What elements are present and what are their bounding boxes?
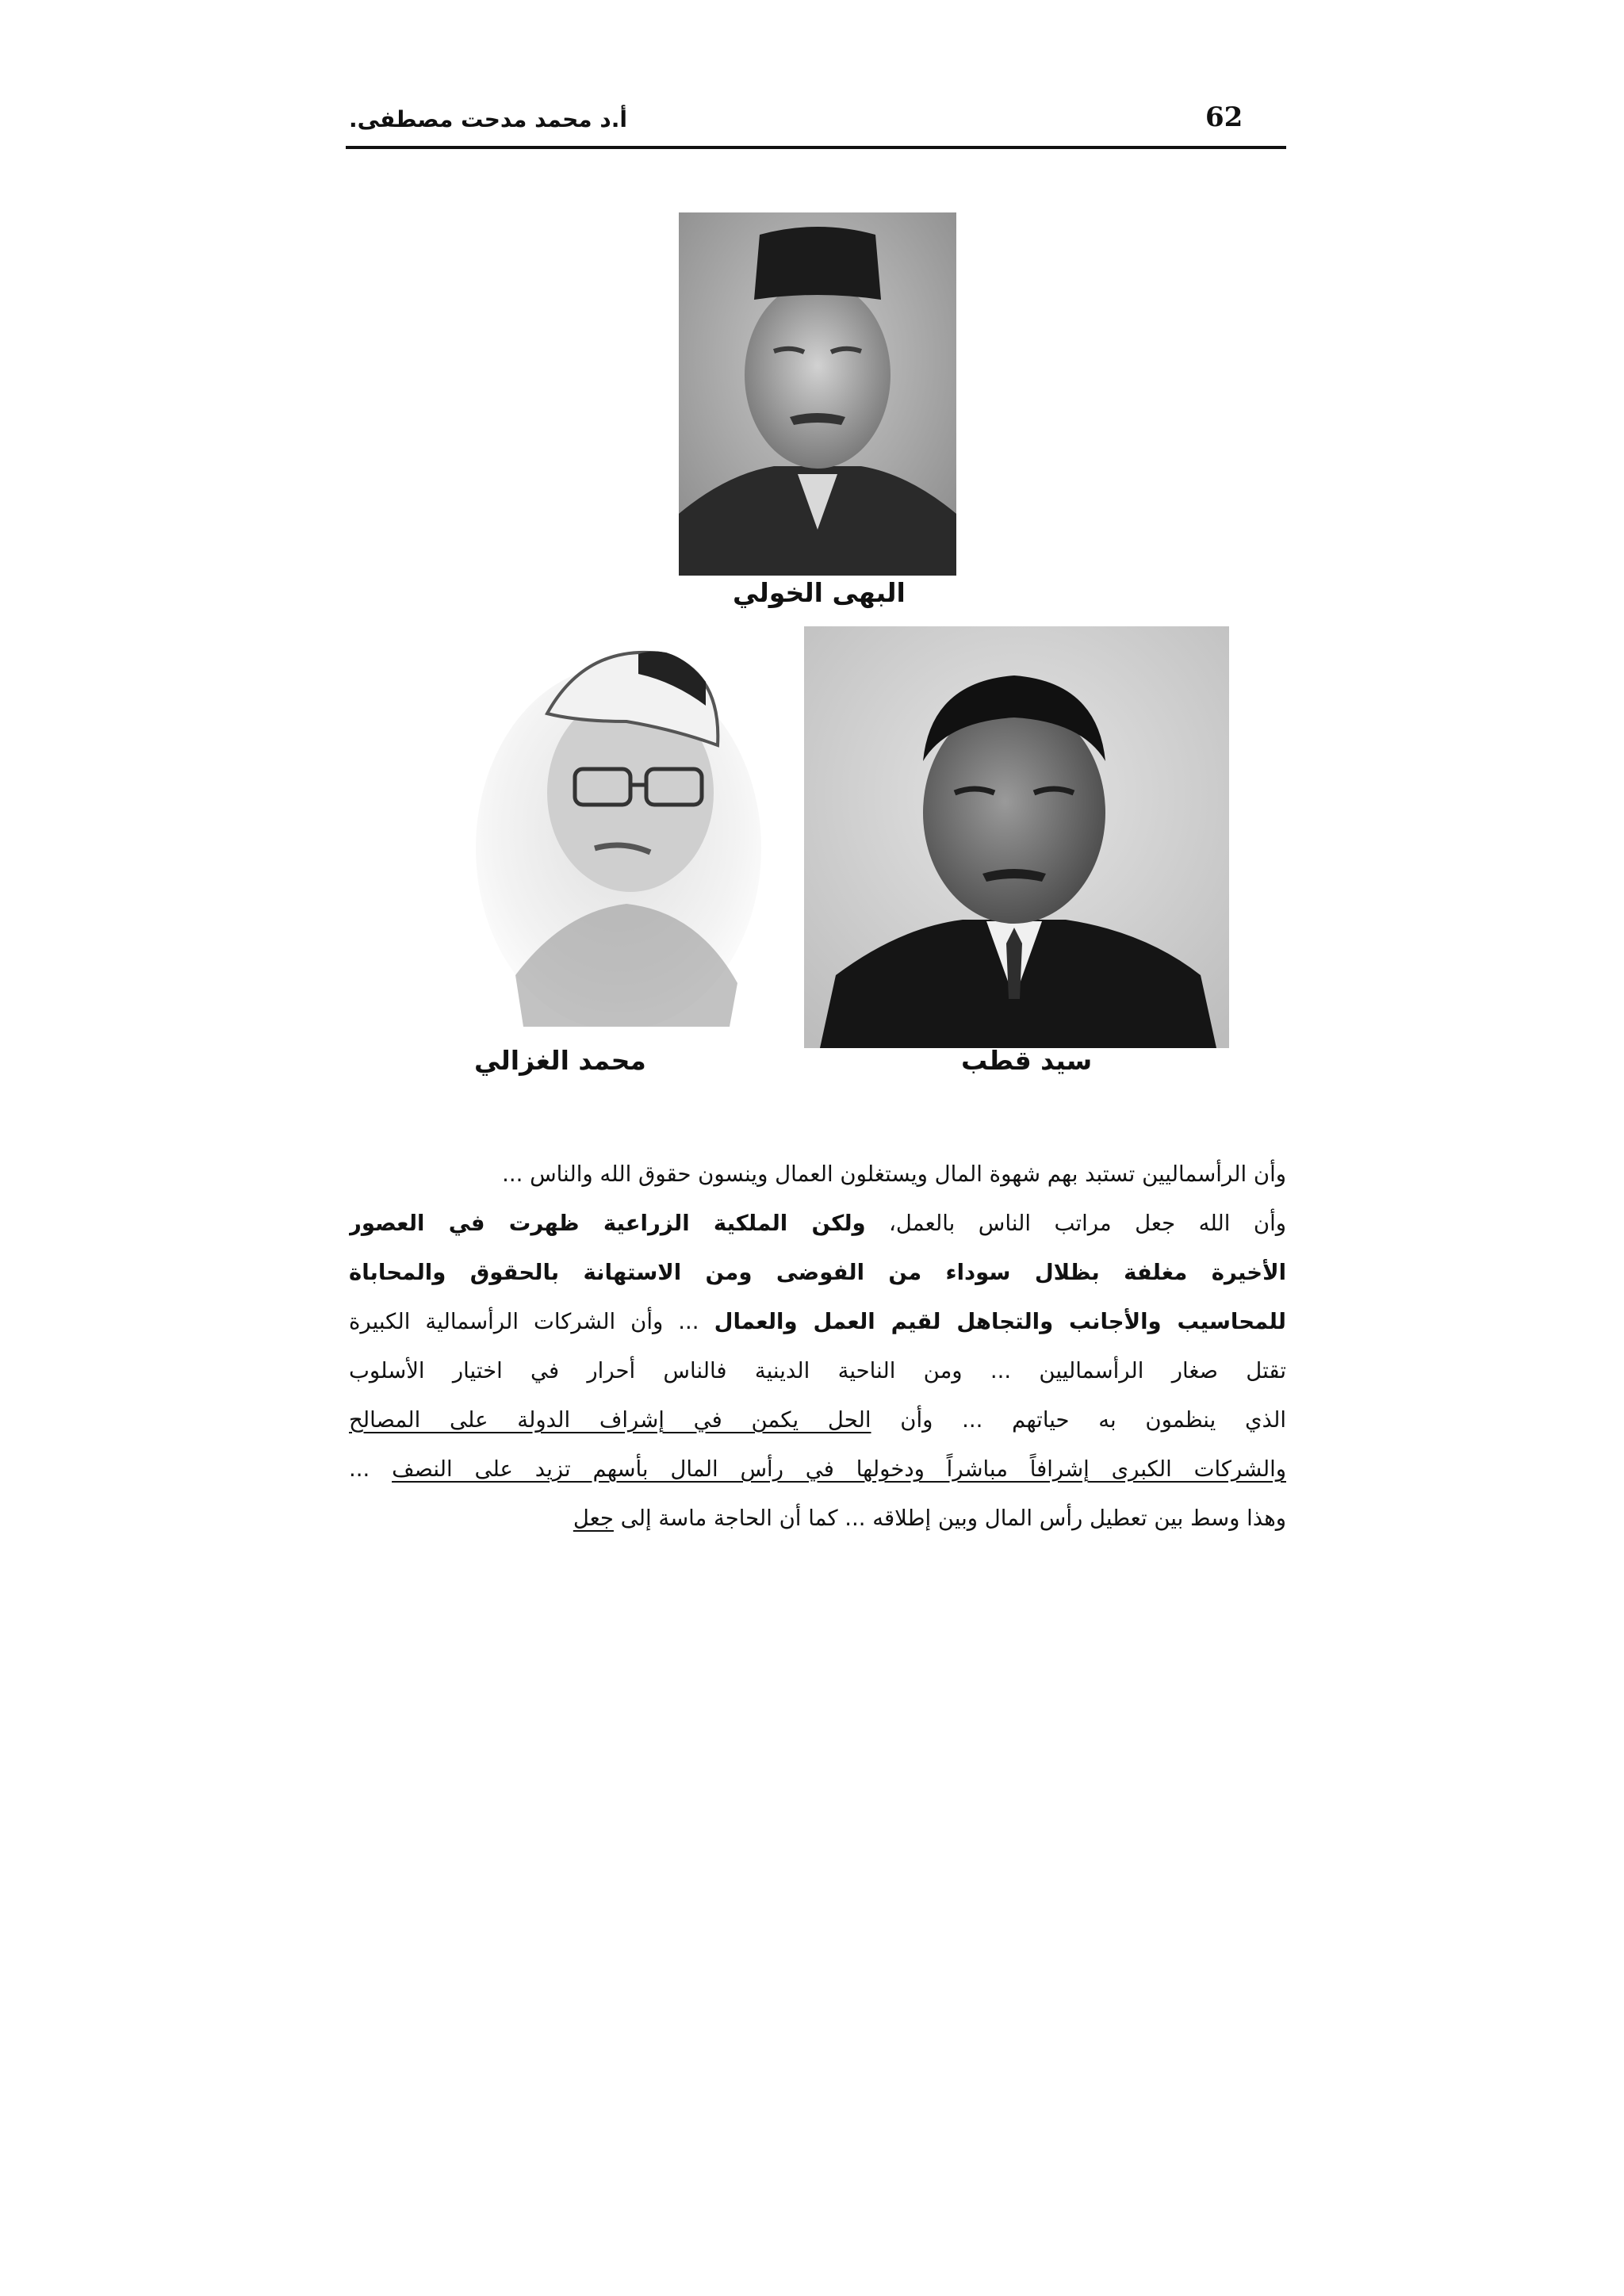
- body-text-bold: الأخيرة مغلفة بظلال سوداء من الفوضى ومن الاستهانة بالحقوق والمحاباة: [349, 1260, 1286, 1285]
- body-text-segment: وهذا وسط بين تعطيل رأس المال وبين إطلاقه ... كما أن الحاجة ماسة إلى: [613, 1506, 1286, 1531]
- body-text-segment: وأن الله جعل مراتب الناس بالعمل،: [865, 1211, 1286, 1236]
- body-line-5: [349, 1346, 1286, 1395]
- body-line-1: [349, 1150, 1286, 1199]
- body-paragraph: [349, 1150, 1286, 1543]
- page-number: 62: [1205, 101, 1243, 133]
- body-line-3: [349, 1248, 1286, 1297]
- portrait-mohammed-al-ghazali: [468, 610, 769, 1027]
- body-text-bold: ولكن الملكية الزراعية ظهرت في العصور: [349, 1211, 866, 1236]
- portrait-sayyid-qutb: [804, 626, 1229, 1048]
- body-text-underlined: الحل يكمن في إشراف الدولة على المصالح: [349, 1407, 871, 1433]
- body-line-7: [349, 1445, 1286, 1494]
- body-text-underlined: والشركات الكبرى إشرافاً مباشراً ودخولها في رأس المال بأسهم تزيد على النصف: [392, 1456, 1286, 1482]
- body-line-8: [349, 1494, 1286, 1543]
- body-line-6: [349, 1395, 1286, 1445]
- body-line-2: [349, 1199, 1286, 1248]
- body-text-segment: تقتل صغار الرأسماليين ... ومن الناحية الدينية فالناس أحرار في اختيار الأسلوب: [349, 1358, 1286, 1383]
- caption-mohammed-al-ghazali: محمد الغزالي: [474, 1045, 646, 1076]
- body-text-segment: الذي ينظمون به حياتهم ... وأن: [871, 1407, 1286, 1433]
- body-text-segment: ... وأن الشركات الرأسمالية الكبيرة: [349, 1309, 714, 1334]
- portrait-bahi-al-khouli: [679, 212, 956, 576]
- caption-sayyid-qutb: سيد قطب: [961, 1045, 1093, 1076]
- body-line-4: [349, 1297, 1286, 1346]
- body-text-bold: للمحاسيب والأجانب والتجاهل لقيم العمل والعمال: [714, 1309, 1286, 1334]
- body-text-segment: ...: [349, 1456, 393, 1482]
- author-name: أ.د محمد مدحت مصطفى.: [349, 106, 627, 132]
- header-rule: [346, 146, 1286, 149]
- body-text-underlined: جعل: [573, 1506, 614, 1531]
- caption-bahi-al-khouli: البهى الخولي: [733, 577, 906, 608]
- body-text-segment: وأن الرأسماليين تستبد بهم شهوة المال ويستغلون العمال وينسون حقوق الله والناس ...: [502, 1161, 1286, 1187]
